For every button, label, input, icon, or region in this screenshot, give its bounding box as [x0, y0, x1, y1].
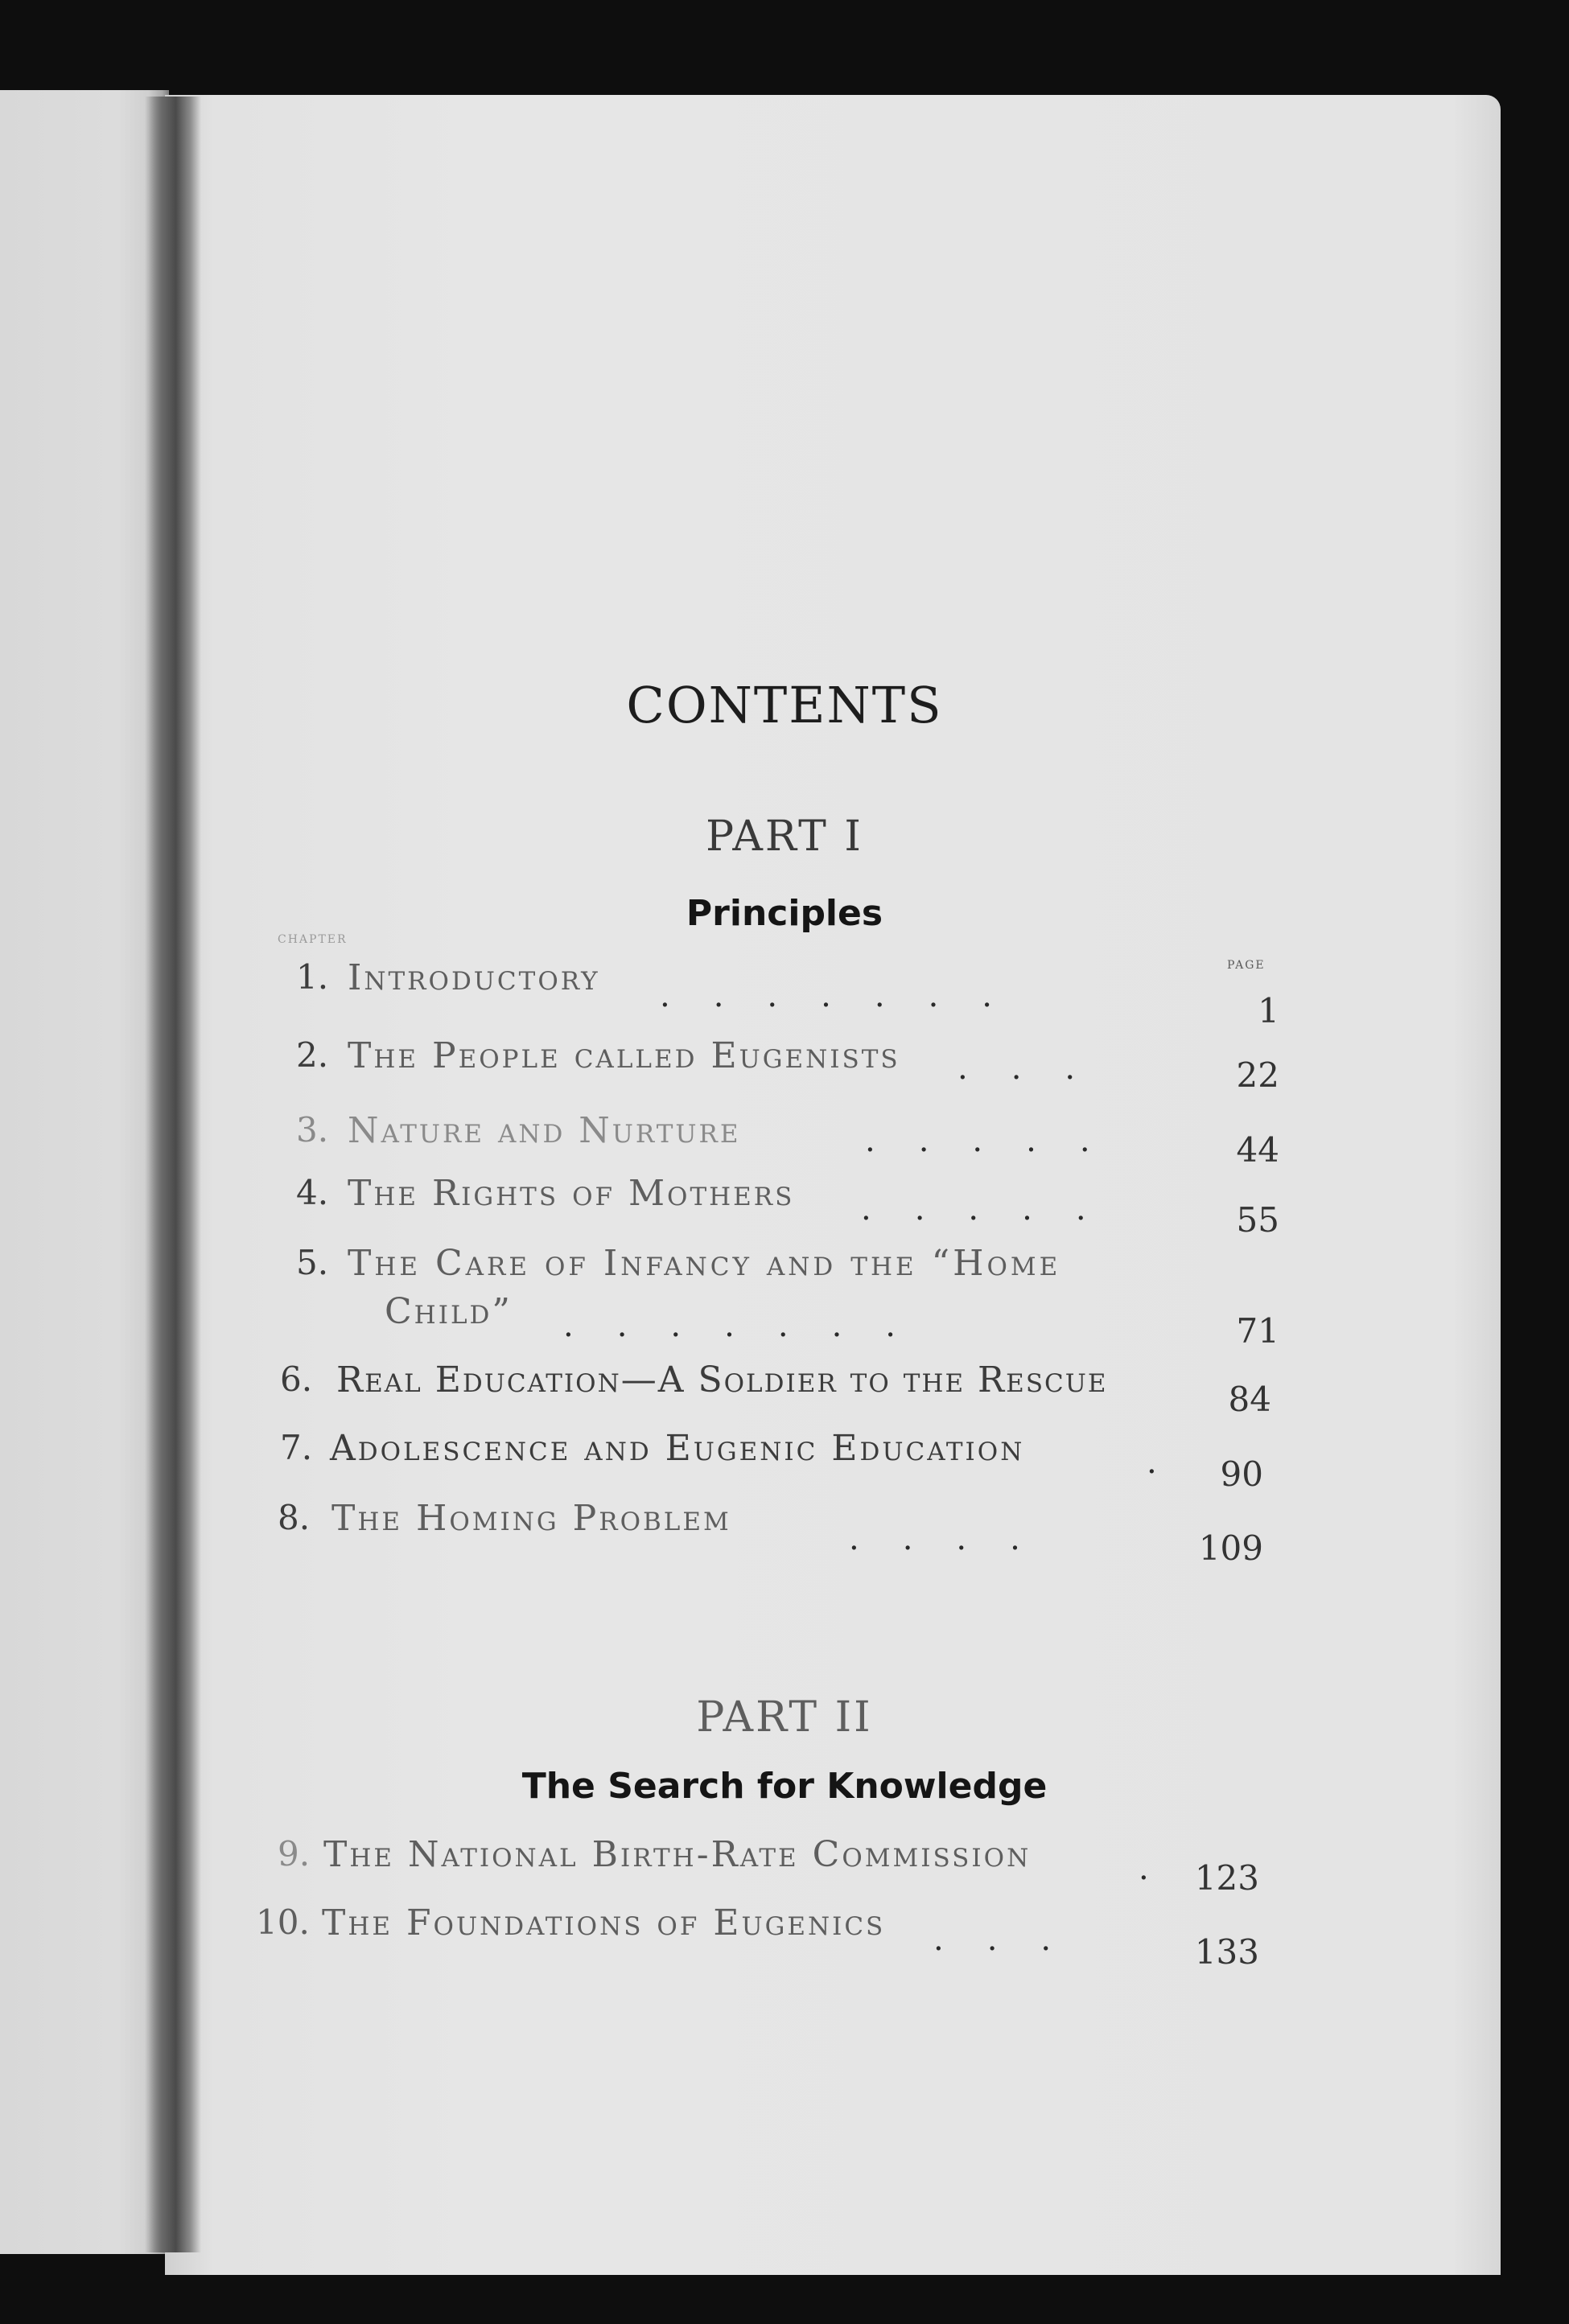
page-number: 44	[1236, 1130, 1279, 1170]
page-column-header: PAGE	[1227, 959, 1266, 972]
chapter-number: 8.	[278, 1498, 311, 1537]
facing-page	[0, 90, 169, 2254]
part-2-title: The Search for Knowledge	[521, 1766, 1048, 1807]
chapter-title: Nature and Nurture	[348, 1110, 741, 1151]
chapter-title: The Care of Infancy and the “Home	[348, 1243, 1061, 1284]
chapter-number: 4.	[296, 1173, 329, 1212]
leader-dots: .......	[563, 1307, 940, 1344]
chapter-title: Adolescence and Eugenic Education	[330, 1428, 1025, 1469]
page-number: 84	[1228, 1380, 1271, 1419]
chapter-number: 5.	[296, 1243, 329, 1282]
chapter-title: The People called Eugenists	[348, 1035, 900, 1076]
leader-dots: .....	[865, 1122, 1134, 1159]
page-number: 55	[1236, 1200, 1279, 1240]
chapter-title: Real Education—A Soldier to the Rescue	[336, 1359, 1108, 1401]
chapter-number: 2.	[296, 1035, 329, 1075]
contents-heading: CONTENTS	[626, 676, 943, 734]
page-number: 71	[1236, 1311, 1279, 1351]
chapter-number: 9.	[278, 1834, 311, 1874]
chapter-number: 6.	[280, 1359, 313, 1399]
leader-dots: .	[1139, 1850, 1192, 1887]
leader-dots: ...	[933, 1921, 1095, 1958]
page-number: 123	[1194, 1858, 1259, 1898]
chapter-column-header: CHAPTER	[278, 933, 348, 946]
part-2-label: PART II	[696, 1693, 873, 1742]
chapter-title: The Foundations of Eugenics	[322, 1902, 886, 1944]
part-1-title: Principles	[686, 893, 883, 934]
page-number: 90	[1220, 1454, 1263, 1494]
part-1-label: PART I	[706, 812, 863, 861]
chapter-title: Introductory	[348, 957, 600, 998]
page-number: 22	[1236, 1055, 1279, 1095]
page-number: 133	[1194, 1932, 1259, 1972]
chapter-title: The Rights of Mothers	[348, 1173, 795, 1214]
book-gutter	[145, 97, 201, 2252]
chapter-title-continued: Child”	[385, 1291, 513, 1332]
leader-dots: .	[1147, 1444, 1200, 1481]
leader-dots: .......	[660, 977, 1036, 1014]
chapter-number: 1.	[296, 957, 329, 997]
leader-dots: .....	[861, 1191, 1130, 1228]
chapter-number: 7.	[280, 1428, 313, 1467]
page-number: 109	[1198, 1528, 1263, 1568]
leader-dots: ...	[957, 1050, 1119, 1087]
chapter-number: 3.	[296, 1110, 329, 1150]
chapter-title: The Homing Problem	[332, 1498, 731, 1539]
leader-dots: ....	[849, 1520, 1064, 1557]
chapter-number: 10.	[256, 1902, 310, 1942]
page-number: 1	[1258, 991, 1279, 1030]
chapter-title: The National Birth-Rate Commission	[323, 1834, 1032, 1875]
